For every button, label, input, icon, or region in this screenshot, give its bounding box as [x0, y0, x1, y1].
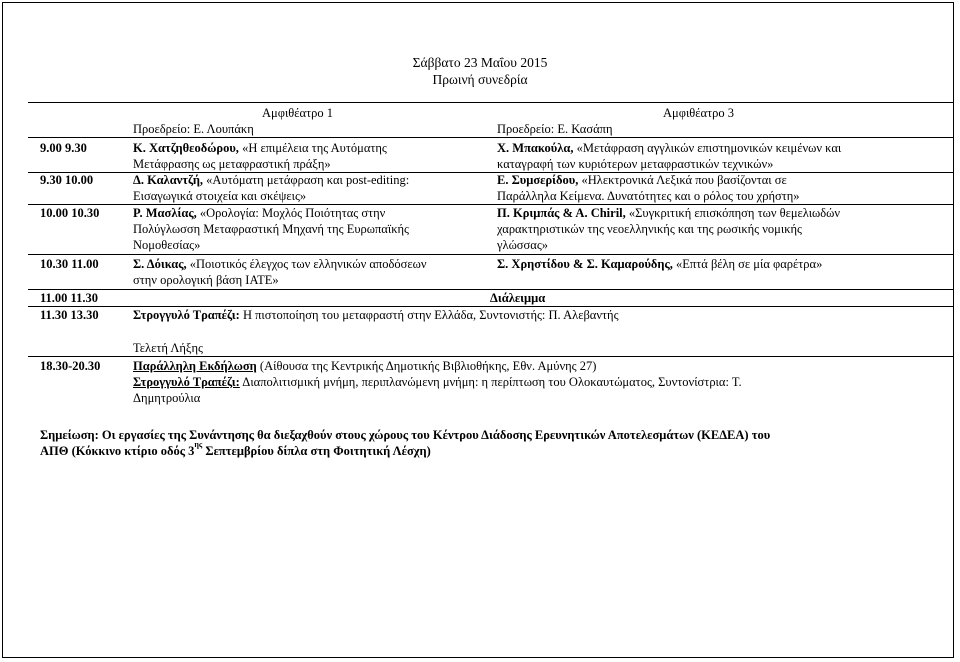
- roundtable1-time: 11.30 13.30: [40, 308, 99, 322]
- row3-right-talk-cont: χαρακτηριστικών της νεοελληνικής και της ρωσικής νομικής: [497, 222, 802, 236]
- closing-ceremony: Τελετή Λήξης: [133, 341, 203, 355]
- row4-left-talk-cont: στην ορολογική βάση ΙΑΤΕ»: [133, 273, 279, 287]
- row2-right-talk-cont: Παράλληλα Κείμενα. Δυνατότητες και ο ρόλος του χρήστη»: [497, 189, 800, 203]
- row3-left-talk-cont2: Νομοθεσίας»: [133, 238, 201, 252]
- break-label: Διάλειμμα: [490, 291, 546, 305]
- row1-time: 9.00 9.30: [40, 141, 87, 155]
- room3-label: Αμφιθέατρο 3: [663, 106, 734, 120]
- row1-right-talk-cont: καταγραφή των κυριότερων μεταφραστικών τεχνικών»: [497, 157, 774, 171]
- chair3-label: Προεδρείο: Ε. Κασάπη: [497, 122, 613, 136]
- evening-roundtable: Στρογγυλό Τραπέζι: Διαπολιτισμική μνήμη, περιπλανώμενη μνήμη: η περίπτωση του Ολοκαυτώματος, Συντονίστρια: Τ.: [133, 375, 742, 389]
- row1-left-talk: Κ. Χατζηθεοδώρου, «Η επιμέλεια της Αυτόματης: [133, 141, 387, 155]
- evening-roundtable-cont: Δημητρούλια: [133, 391, 201, 405]
- rule-closing: [28, 356, 953, 357]
- roundtable1-text: Στρογγυλό Τραπέζι: Η πιστοποίηση του μεταφραστή στην Ελλάδα, Συντονιστής: Π. Αλεβαντής: [133, 308, 619, 322]
- row4-right-talk: Σ. Χρηστίδου & Σ. Καμαρούδης, «Επτά βέλη σε μία φαρέτρα»: [497, 257, 823, 271]
- evening-time: 18.30-20.30: [40, 359, 101, 373]
- note-line2: ΑΠΘ (Κόκκινο κτίριο οδός $3^{\eta\varsigma}$ Σεπτεμβρίου δίπλα στη Φοιτητική Λέσχη): [40, 440, 431, 458]
- row3-left-talk: Ρ. Μασλίας, «Ορολογία: Μοχλός Ποιότητας στην: [133, 206, 386, 220]
- row4-left-talk: Σ. Δόικας, «Ποιοτικός έλεγχος των ελληνικών αποδόσεων: [133, 257, 427, 271]
- page-border: [2, 2, 954, 658]
- rule-chairs: [28, 137, 953, 138]
- row3-right-talk-cont2: γλώσσας»: [497, 238, 549, 252]
- row2-time: 9.30 10.00: [40, 173, 94, 187]
- room1-label: Αμφιθέατρο 1: [262, 106, 333, 120]
- rule-row3: [28, 254, 953, 255]
- rule-top: [28, 102, 953, 103]
- row2-left-talk-cont: Εισαγωγικά στοιχεία και σκέψεις»: [133, 189, 307, 203]
- chair1-label: Προεδρείο: Ε. Λουπάκη: [133, 122, 254, 136]
- row3-left-talk-cont: Πολύγλωσση Μεταφραστική Μηχανή της Ευρωπαϊκής: [133, 222, 409, 236]
- note-line1: Σημείωση: Οι εργασίες της Συνάντησης θα διεξαχθούν στους χώρους του Κέντρου Διάδοσης Ερευνητικών Αποτελεσμάτων (ΚΕΔΕΑ) του: [40, 428, 771, 442]
- row2-left-talk: Δ. Καλαντζή, «Αυτόματη μετάφραση και post-editing:: [133, 173, 410, 187]
- row1-left-talk-cont: Μετάφρασης ως μεταφραστική πράξη»: [133, 157, 331, 171]
- row4-time: 10.30 11.00: [40, 257, 99, 271]
- session-heading: Πρωινή συνεδρία: [432, 72, 528, 87]
- row3-right-talk: Π. Κριμπάς & Α. Chiril, «Συγκριτική επισκόπηση των θεμελιωδών: [497, 206, 841, 220]
- row2-right-talk: Ε. Συμσερίδου, «Ηλεκτρονικά Λεξικά που βασίζονται σε: [497, 173, 787, 187]
- date-heading: Σάββατο 23 Μαΐου 2015: [412, 55, 548, 70]
- row1-right-talk: Χ. Μπακούλα, «Μετάφραση αγγλικών επιστημονικών κειμένων και: [497, 141, 842, 155]
- row3-time: 10.00 10.30: [40, 206, 100, 220]
- evening-event: Παράλληλη Εκδήλωση (Αίθουσα της Κεντρικής Δημοτικής Βιβλιοθήκης, Εθν. Αμύνης 27): [133, 359, 597, 373]
- break-time: 11.00 11.30: [40, 291, 98, 305]
